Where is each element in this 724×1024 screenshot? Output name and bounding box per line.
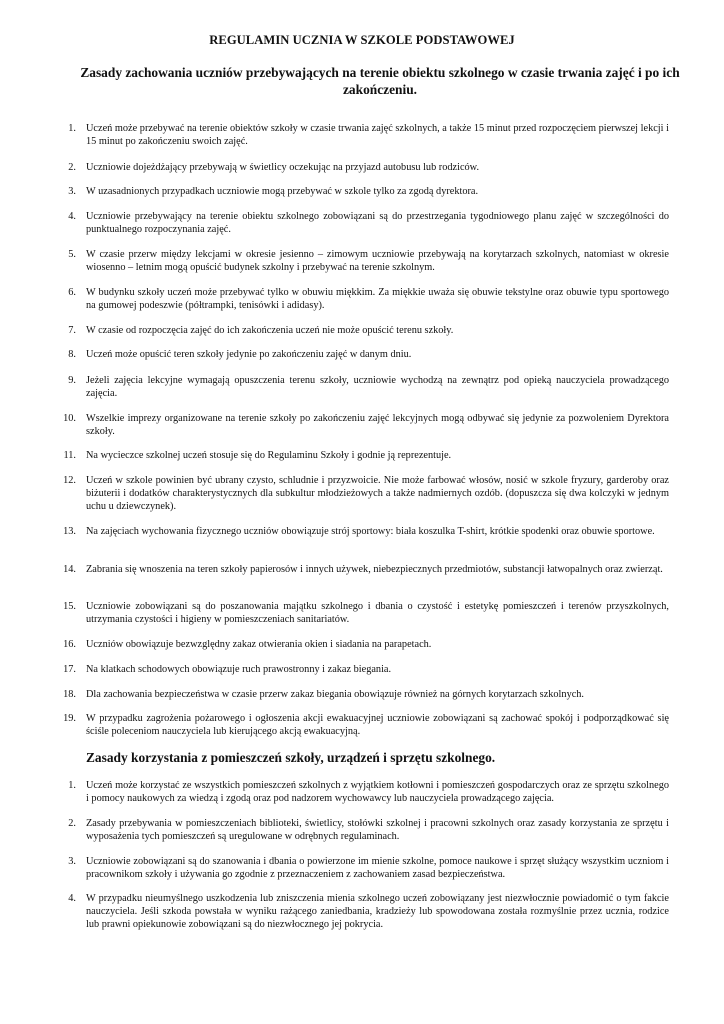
list-item-number: 13. [63,526,76,537]
list-item-text: Na klatkach schodowych obowiązuje ruch prawostronny i zakaz biegania. [86,664,392,675]
list-item-number: 15. [63,601,76,612]
list-item-number: 5. [68,249,76,260]
list-item-number: 17. [63,664,76,675]
list-item-text: Na zajęciach wychowania fizycznego uczniów obowiązuje strój sportowy: biała koszulka T-shirt, krótkie spodenki oraz obuwie sportowe. [86,526,655,537]
list-item-number: 4. [68,893,76,904]
list-item-text: Uczniowie zobowiązani są do poszanowania majątku szkolnego i dbania o czystość i estetykę pomieszczeń i terenów przyszkolnych, utrzymania czystości i higieny w pomieszczeniach sanitariatów. [86,601,669,626]
list-item-text: W uzasadnionych przypadkach uczniowie mogą przebywać w szkole tylko za zgodą dyrektora. [86,186,479,197]
list-item-number: 10. [63,413,76,424]
list-item-number: 6. [68,287,76,298]
list-item-number: 9. [68,375,76,386]
list-item-number: 2. [68,162,76,173]
list-item-number: 1. [68,123,76,134]
list-item-text: Uczeń w szkole powinien być ubrany czysto, schludnie i przyzwoicie. Nie może farbować włosów, nosić w szkole fryzury, garderoby oraz biżuterii i dodatków charakterystycznych dla subkultur młodzieżowych a także nadmiernych ozdób. (dopuszcza się dwa kolczyki w jednym uchu u dziewczynek). [86,475,669,513]
list-item-text: Uczniów obowiązuje bezwzględny zakaz otwierania okien i siadania na parapetach. [86,639,432,650]
list-item-text: W budynku szkoły uczeń może przebywać tylko w obuwiu miękkim. Za miękkie uważa się obuwie tekstylne oraz obuwie typu sportowego na gumowej podeszwie (półtrampki, tenisówki i adidasy). [86,287,669,312]
list-item-number: 19. [63,713,76,724]
section-2-heading: Zasady korzystania z pomieszczeń szkoły, urządzeń i sprzętu szkolnego. [86,750,496,765]
list-item-number: 14. [63,564,76,575]
list-item-number: 12. [63,475,76,486]
list-item-text: W przypadku nieumyślnego uszkodzenia lub zniszczenia mienia szkolnego uczeń zobowiązany jest niezwłocznie powiadomić o tym fakcie nauczyciela. Jeśli szkoda powstała w wyniku rażącego zaniedbania, kradzieży lub spowodowana została rozmyślnie przez ucznia, rodzice lub prawni opiekunowie zobowiązani są do niezwłocznego jej pokrycia. [86,893,669,931]
list-item-text: Dla zachowania bezpieczeństwa w czasie przerw zakaz biegania obowiązuje również na górnych korytarzach szkolnych. [86,689,585,700]
list-item-text: Uczeń może korzystać ze wszystkich pomieszczeń szkolnych z wyjątkiem kotłowni i pomieszczeń gospodarczych oraz ze sprzętu szkolnego i pomocy naukowych za wiedzą i zgodą oraz pod nadzorem wychowawcy lub nauczyciela prowadzącego zajęcia. [86,780,669,805]
list-item-text: Uczeń może opuścić teren szkoły jedynie po zakończeniu zajęć w danym dniu. [86,349,412,360]
list-item-text: Zasady przebywania w pomieszczeniach biblioteki, świetlicy, stołówki szkolnej i pracowni szkolnych oraz zasady korzystania ze sprzętu i wyposażenia tych pomieszczeń są uregulowane w odrębnych regulaminach. [86,818,669,843]
list-item-number: 7. [68,325,76,336]
list-item-text: Jeżeli zajęcia lekcyjne wymagają opuszczenia terenu szkoły, uczniowie wychodzą na zewnątrz pod opieką nauczyciela prowadzącego zajęcia. [86,375,669,400]
list-item-number: 8. [68,349,76,360]
list-item-text: Zabrania się wnoszenia na teren szkoły papierosów i innych używek, niebezpiecznych przedmiotów, substancji łatwopalnych oraz zwierząt. [86,564,663,575]
list-item-number: 1. [68,780,76,791]
list-item-text: Uczniowie zobowiązani są do szanowania i dbania o powierzone im mienie szkolne, pomoce naukowe i sprzęt służący wszystkim uczniom i pracownikom szkoły i używania go zgodnie z przeznaczeniem z zachowaniem zasad bezpieczeństwa. [86,856,669,881]
list-item-text: W przypadku zagrożenia pożarowego i ogłoszenia akcji ewakuacyjnej uczniowie zobowiązani są zachować spokój i podporządkować się ściśle poleceniom nauczyciela lub kierującego akcją ewakuacyjną. [86,713,669,738]
list-item-number: 3. [68,186,76,197]
list-item-number: 18. [63,689,76,700]
list-item-text: Wszelkie imprezy organizowane na terenie szkoły po zakończeniu zajęć lekcyjnych mogą odbywać się jedynie za pozwoleniem Dyrektora szkoły. [86,413,669,438]
list-item-text: Uczeń może przebywać na terenie obiektów szkoły w czasie trwania zajęć szkolnych, a także 15 minut przed rozpoczęciem pierwszej lekcji i 15 minut po zakończeniu swoich zajęć. [86,123,669,148]
list-item-number: 3. [68,856,76,867]
list-item-text: W czasie od rozpoczęcia zajęć do ich zakończenia uczeń nie może opuścić terenu szkoły. [86,325,454,336]
list-item-number: 16. [63,639,76,650]
document-title: REGULAMIN UCZNIA W SZKOLE PODSTAWOWEJ [209,33,515,47]
list-item-text: Uczniowie dojeżdżający przebywają w świetlicy oczekując na przyjazd autobusu lub rodziców. [86,162,480,173]
list-item-text: Uczniowie przebywający na terenie obiektu szkolnego zobowiązani są do przestrzegania tygodniowego planu zajęć w szczególności do punktualnego rozpoczynania zajęć. [86,211,669,236]
list-item-number: 4. [68,211,76,222]
list-item-text: Na wycieczce szkolnej uczeń stosuje się do Regulaminu Szkoły i godnie ją reprezentuje. [86,450,452,461]
list-item-text: W czasie przerw między lekcjami w okresie jesienno – zimowym uczniowie przebywają na korytarzach szkolnych, natomiast w okresie wiosenno – letnim mogą opuścić budynek szkolny i przebywać na terenie szkolnym. [86,249,669,274]
list-item-number: 2. [68,818,76,829]
section-1-heading: Zasady zachowania uczniów przebywających na terenie obiektu szkolnego w czasie trwania zajęć i po ich zakończeniu. [80,65,680,97]
list-item-number: 11. [63,450,76,461]
